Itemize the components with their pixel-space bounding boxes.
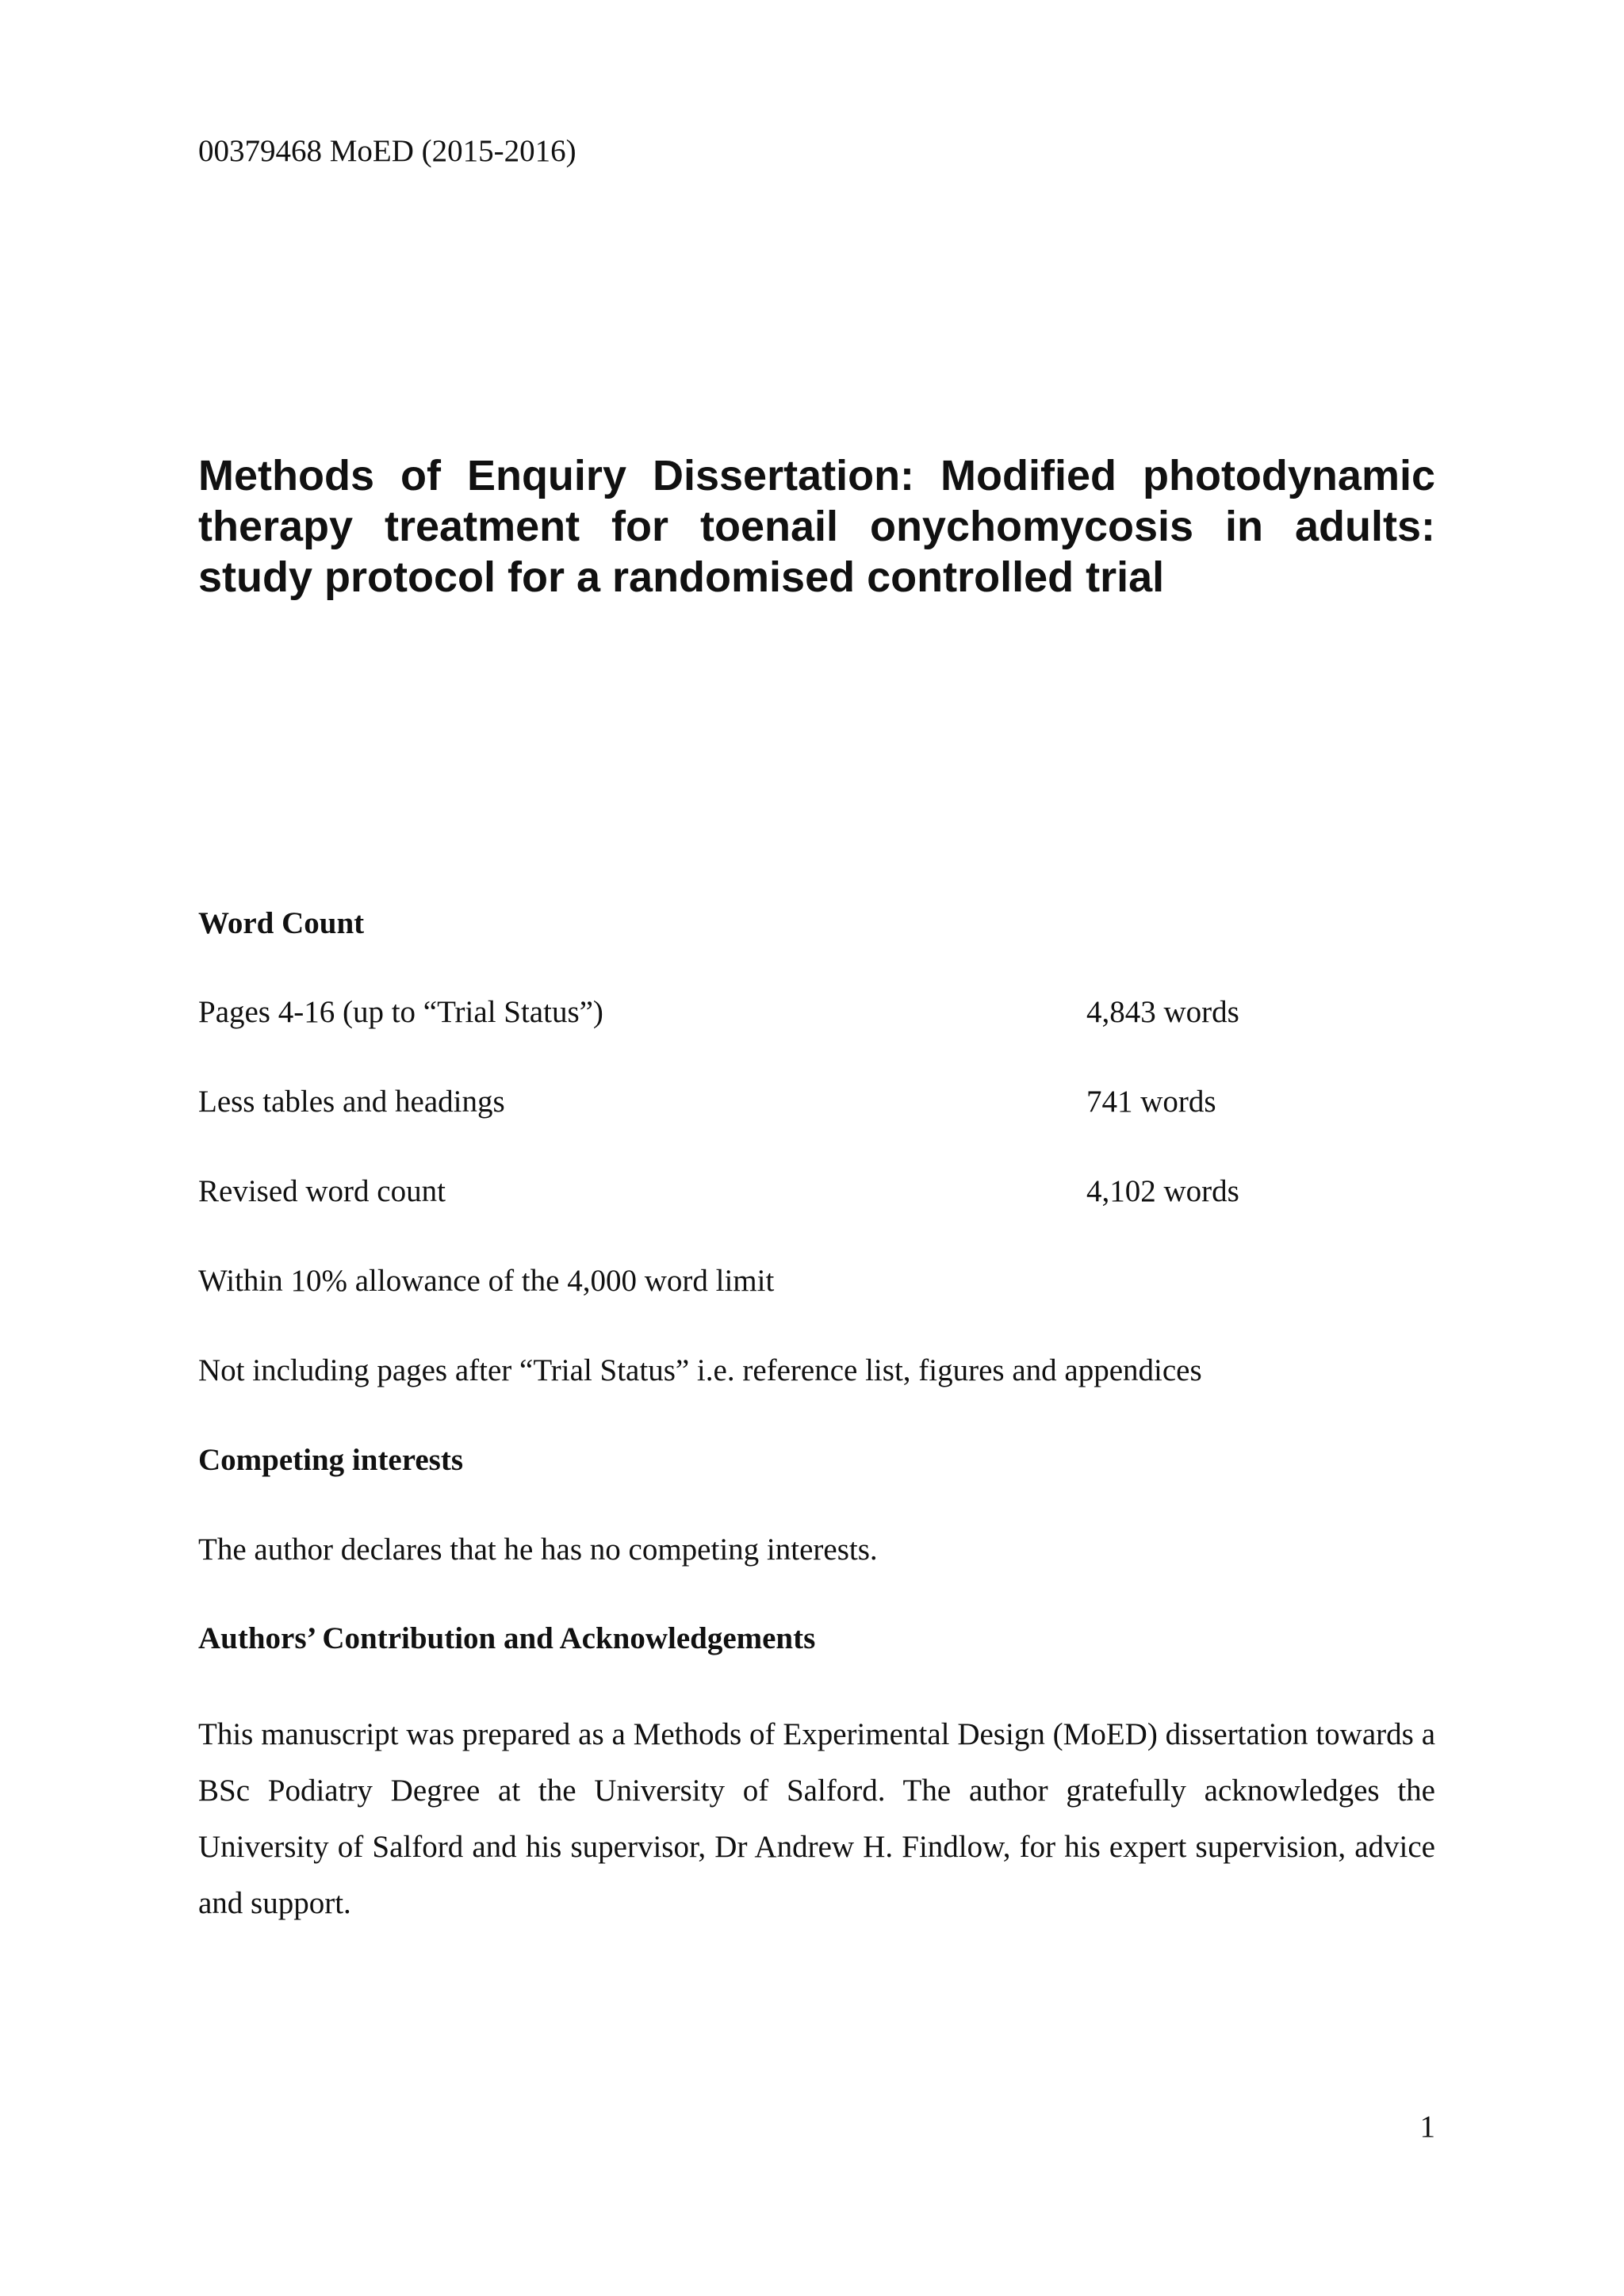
word-count-row-value: 741 words	[1086, 1085, 1216, 1119]
word-count-heading: Word Count	[198, 906, 365, 940]
word-limit-allowance-note: Within 10% allowance of the 4,000 word limit	[198, 1264, 775, 1298]
word-count-row-label: Revised word count	[198, 1174, 446, 1208]
page-number: 1	[1419, 2110, 1435, 2144]
word-count-exclusion-note: Not including pages after “Trial Status” i.e. reference list, figures and appendices	[198, 1353, 1202, 1387]
acknowledgements-paragraph: This manuscript was prepared as a Methods of Experimental Design (MoED) dissertation towards a BSc Podiatry Degree at the University of Salford. The author gratefully acknowledges the University of Salford and his supervisor, Dr Andrew H. Findlow, for his expert supervision, advice and support.	[198, 1717, 1435, 1920]
competing-interests-heading: Competing interests	[198, 1443, 463, 1477]
acknowledgements-heading: Authors’ Contribution and Acknowledgements	[198, 1621, 816, 1655]
word-count-row-label: Pages 4-16 (up to “Trial Status”)	[198, 995, 603, 1029]
word-count-row-value: 4,102 words	[1086, 1174, 1239, 1208]
dissertation-title: Methods of Enquiry Dissertation: Modified photodynamic therapy treatment for toenail onychomycosis in adults: study protocol for a randomised controlled trial	[198, 452, 1435, 601]
student-id-header: 00379468 MoED (2015-2016)	[198, 134, 576, 168]
competing-interests-statement: The author declares that he has no competing interests.	[198, 1533, 878, 1567]
word-count-row-value: 4,843 words	[1086, 995, 1239, 1029]
word-count-row-label: Less tables and headings	[198, 1085, 505, 1119]
